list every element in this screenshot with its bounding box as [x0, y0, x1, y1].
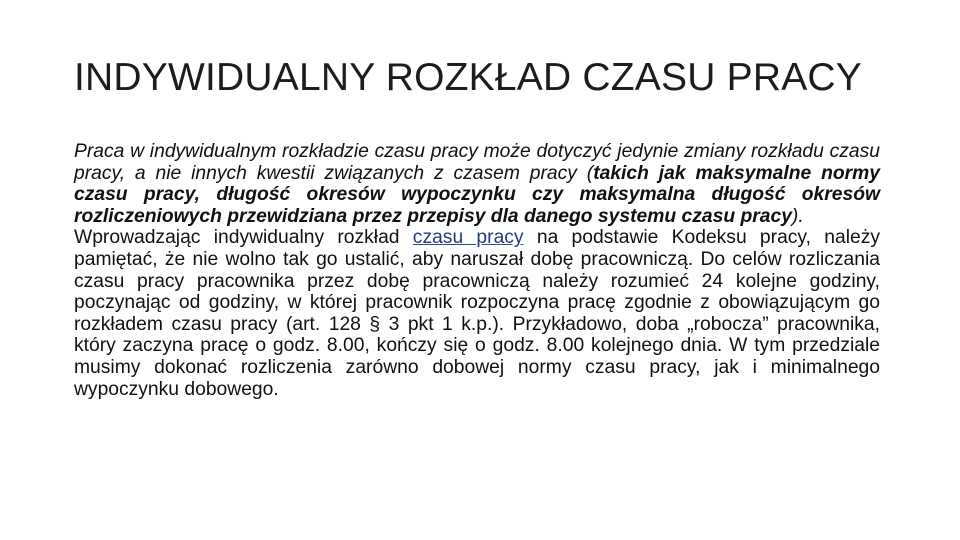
slide-title: INDYWIDUALNY ROZKŁAD CZASU PRACY: [74, 56, 862, 99]
slide-body: [74, 141, 880, 400]
paragraph-intro: [74, 141, 880, 227]
paragraph-main-rest: na podstawie Kodeksu pracy, należy pamiętać, że nie wolno tak go ustalić, aby naruszał dobę pracowniczą. Do celów rozliczania czasu pracy pracownika przez dobę pracowniczą należy rozumieć 24 kolejne godziny, poczynając od godziny, w której pracownik rozpoczyna pracę zgodnie z obowiązującym go rozkładem czasu pracy (art. 128 § 3 pkt 1 k.p.). Przykładowo, doba „robocza” pracownika, który zaczyna pracę o godz. 8.00, kończy się o godz. 8.00 kolejnego dnia. W tym przedziale musimy dokonać rozliczenia zarówno dobowej normy czasu pracy, jak i minimalnego wypoczynku dobowego.: [74, 227, 880, 400]
paragraph-main-start: Wprowadzając indywidualny rozkład: [74, 227, 413, 249]
czasu-pracy-link[interactable]: czasu pracy: [412, 227, 524, 249]
paragraph-main: [74, 227, 880, 400]
paragraph-intro-end: ).: [791, 205, 804, 227]
paragraph-intro-text: Praca w indywidualnym rozkładzie czasu pracy może dotyczyć jedynie zmiany rozkładu czasu pracy, a nie innych kwestii związanych z czasem pracy (: [74, 141, 880, 184]
paragraph-intro-bold: takich jak maksymalne normy czasu pracy, długość okresów wypoczynku czy maksymalna długość okresów rozliczeniowych przewidziana przez przepisy dla danego systemu czasu pracy: [74, 162, 880, 227]
